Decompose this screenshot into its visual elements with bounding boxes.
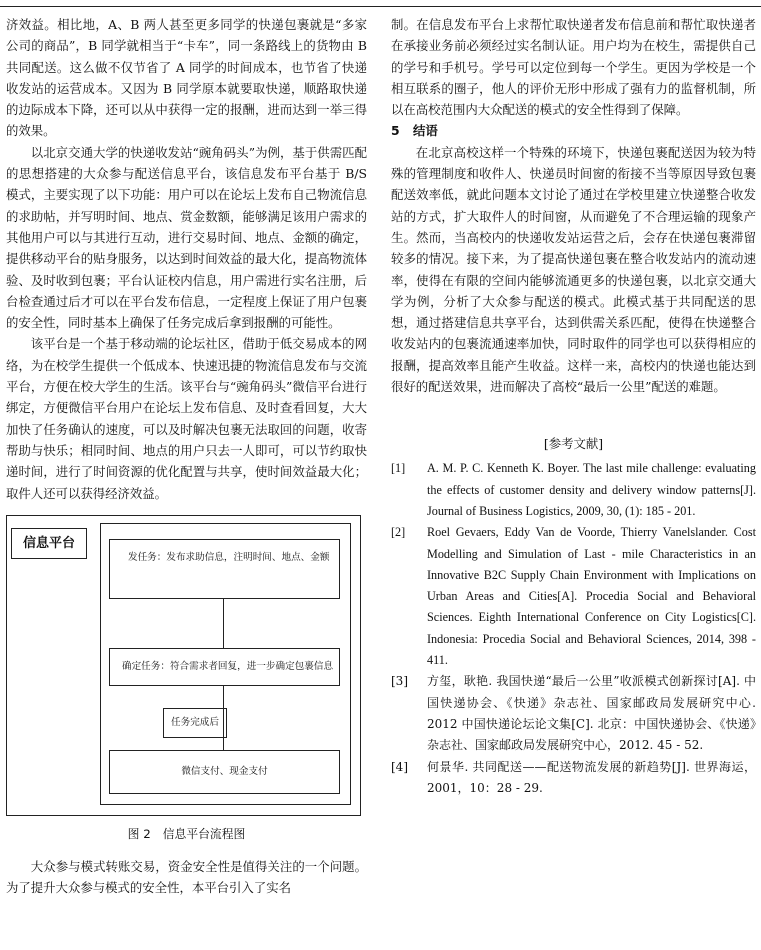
reference-number: [1] bbox=[391, 461, 406, 476]
connector-line bbox=[223, 599, 224, 648]
flow-step-publish-task: 发任务：发布求助信息，注明时间、地点、金额 bbox=[109, 539, 340, 599]
reference-item bbox=[391, 522, 756, 671]
figure-number: 图 2 bbox=[127, 826, 151, 841]
paragraph-conclusion: 在北京高校这样一个特殊的环境下，快递包裹配送因为较为特殊的管理制度和收件人、快递员时间窗的衔接不当等原因导致包裹配送效率低，就此问题本文讨论了通过在学校里建立快递整合收发站的方式，扩大取件人的时间窗，从而避免了不合理运输的现象产生。然而，当高校内的快递收发站运营之后，会存在快递包裹滞留较多的情况。接下来，为了提高快递包裹在整合收发站内的流动速率，使得在有限的空间内能够流通更多的快递包裹，以北京交通大学为例，分析了大众参与配送的模式。此模式基于共同配送的思想，通过搭建信息共享平台，达到供需关系匹配，使得在快递整合收发站内的包裹流通速率加快，同时取件的同学也可以获得相应的报酬，提高效率且能产生收益。这样一来，高校内的快递也能达到很好的配送效果，进而解决了高校“最后一公里”配送的难题。 bbox=[391, 144, 756, 395]
left-column bbox=[6, 14, 367, 898]
reference-text: 方玺，耿艳. 我国快递“最后一公里”收派模式创新探讨[A]. 中国快递协会、《快递》杂志社、国家邮政局发展研究中心. 2012 中国快递论坛论文集[C]. 北京：中国快递协会、《快递》杂志社、国家邮政局发展研究中心，2012. 45 - 52. bbox=[427, 674, 756, 753]
right-column bbox=[391, 14, 756, 799]
section-title: 结语 bbox=[413, 123, 438, 139]
paragraph-platform-features: 该平台是一个基于移动端的论坛社区，借助于低交易成本的网络，为在校学生提供一个低成本、快速迅捷的物流信息发布与交流平台，方便在校大学生的生活。该平台与“豌角码头”微信平台进行绑定，方便微信平台用户在论坛上发布信息、及时查看回复，大大加快了任务确认的速度，可以及时解决包裹无法取回的问题，收寄帮助与快乐；相同时间、地点的用户只去一人即可，可以节约取快递时间，进行了时间资源的优化配置与共享，使时间效益最大化；取件人还可以获得经济效益。 bbox=[6, 336, 367, 501]
flowchart-panel bbox=[100, 523, 351, 805]
section-heading-conclusion bbox=[391, 120, 756, 141]
figure-flowchart bbox=[6, 515, 367, 821]
figure-title: 信息平台流程图 bbox=[162, 826, 246, 841]
flow-step-payment: 微信支付、现金支付 bbox=[109, 750, 340, 794]
reference-item bbox=[391, 458, 756, 522]
references-heading: [参考文献] bbox=[543, 436, 604, 452]
reference-text: Roel Gevaers, Eddy Van de Voorde, Thierry Vanelslander. Cost Modelling and Simulation of Last - mile Characteristics in an Innovative B2C Supply Chain Environment with Implications on Urban Areas and Cities[A]. Procedia Social and Behavioral Sciences. Eighth International Conference on City Logistics[C]. Indonesia: Procedia Social and Behavioral Sciences, 2014, 398 - 411. bbox=[427, 525, 756, 668]
flow-step-task-complete: 任务完成后 bbox=[163, 708, 227, 738]
flow-step-confirm-task: 确定任务：符合需求者回复，进一步确定包裹信息 bbox=[109, 648, 340, 686]
reference-text: A. M. P. C. Kenneth K. Boyer. The last mile challenge: evaluating the effects of customer density and delivery window patterns[J]. Journal of Business Logistics, 2009, 30, (1): 185 - 201. bbox=[427, 461, 756, 518]
paragraph-security: 大众参与模式转账交易，资金安全性是值得关注的一个问题。为了提升大众参与模式的安全性，本平台引入了实名 bbox=[6, 858, 367, 896]
header-rule bbox=[0, 6, 761, 7]
figure-label-platform: 信息平台 bbox=[11, 528, 87, 559]
figure-caption bbox=[6, 825, 367, 842]
reference-number: [3] bbox=[391, 674, 408, 689]
reference-text: 何景华. 共同配送——配送物流发展的新趋势[J]. 世界海运，2001，10：28 - 29. bbox=[427, 759, 756, 795]
paragraph-continued: 济效益。相比地，A、B 两人甚至更多同学的快递包裹就是“多家公司的商品”，B 同学就相当于“卡车”，同一条路线上的货物由 B 共同配送。这么做不仅节省了 A 同学的时间成本，也节省了快递收发站的运营成本。又因为 B 同学原本就要取快递，顺路取快递的边际成本下降，还可以从中获得一定的报酬，进而达到一举三得的效果。 bbox=[6, 17, 367, 139]
reference-number: [2] bbox=[391, 525, 406, 540]
reference-item bbox=[391, 757, 756, 800]
paragraph-platform-intro: 以北京交通大学的快递收发站“豌角码头”为例，基于供需匹配的思想搭建的大众参与配送信息平台，该信息发布平台基于 B/S 模式，主要实现了以下功能：用户可以在论坛上发布自己物流信息的求助帖，并写明时间、地点、赏金数额，能够满足该用户需求的其他用户可以与其进行互动，进行交易时间、地点、金额的确定，提供移动平台的贴身服务，以达到时间效益的最大化，提高物流体验、及时收到包裹；平台认证校内信息，用户需进行实名注册，后台检查通过后才可以在平台发布信息，一定程度上保证了用户包裹的安全性，同时基本上确保了任务完成后拿到报酬的可能性。 bbox=[6, 144, 367, 331]
running-header-edge bbox=[0, 0, 761, 7]
section-number: 5 bbox=[391, 123, 400, 139]
reference-number: [4] bbox=[391, 759, 408, 774]
paragraph-realname: 制。在信息发布平台上求帮忙取快递者发布信息前和帮忙取快递者在承接业务前必须经过实名制认证。用户均为在校生，需提供自己的学号和手机号。学号可以定位到每一个学生。更因为学校是一个相互联系的圈子，他人的评价无形中形成了强有力的监督机制，所以在高校范围内大众配送的模式的安全性得到了保障。 bbox=[391, 17, 756, 118]
reference-item bbox=[391, 671, 756, 756]
